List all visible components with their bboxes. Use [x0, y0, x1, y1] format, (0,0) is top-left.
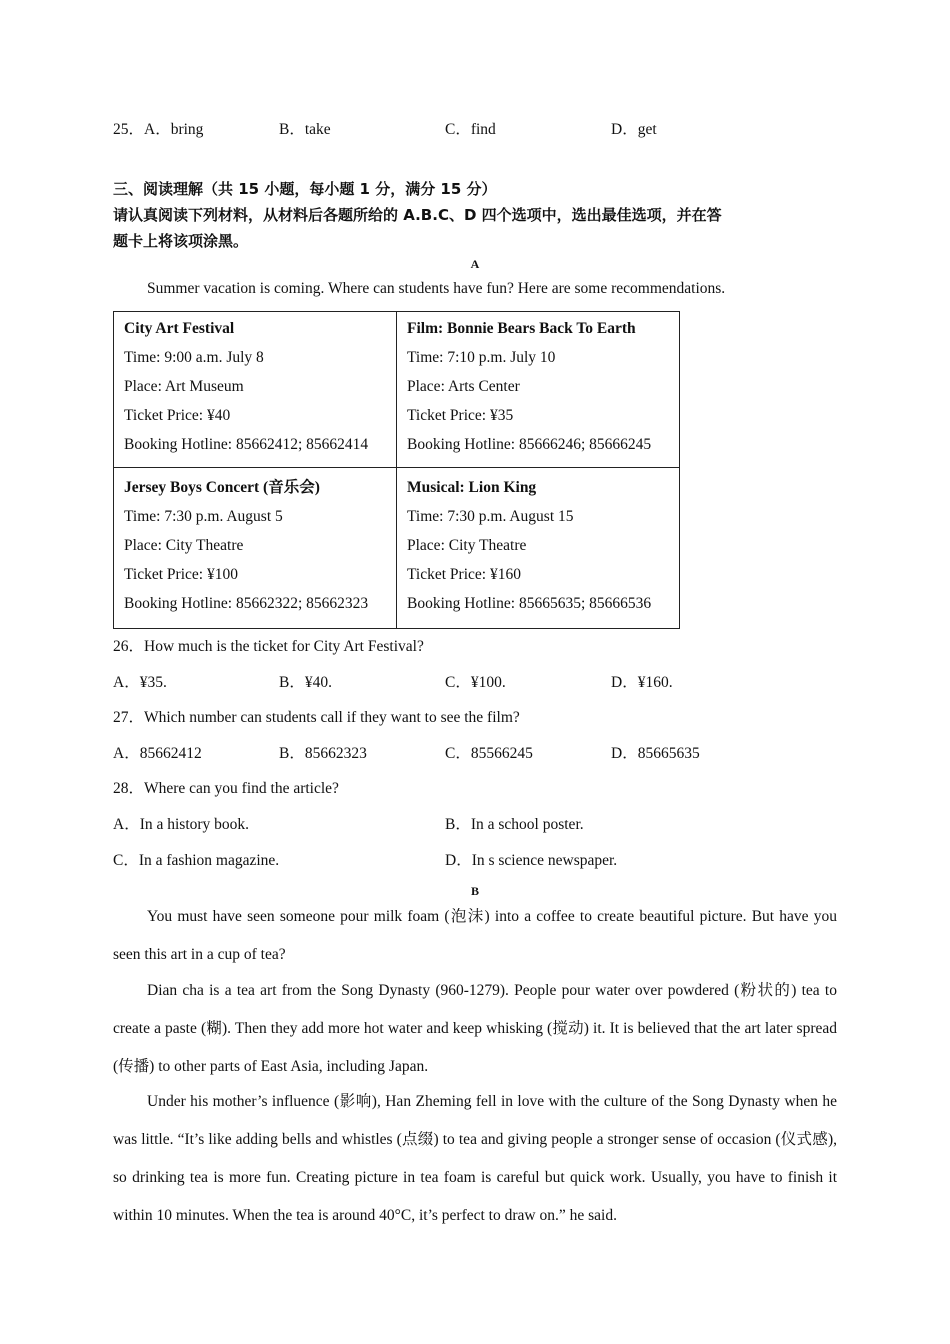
event-hotline: Booking Hotline: 85666246; 85666245	[407, 436, 652, 453]
event-place: Place: City Theatre	[124, 537, 244, 554]
event-time: Time: 7:10 p.m. July 10	[407, 349, 556, 366]
event-time: Time: 9:00 a.m. July 8	[124, 349, 264, 366]
event-price: Ticket Price: ¥40	[124, 407, 231, 424]
passage-a-intro: Summer vacation is coming. Where can students have fun? Here are some recommendations.	[147, 280, 726, 297]
q28-stem: 28．Where can you find the article?	[113, 780, 339, 797]
q28-option-a: A．In a history book.	[113, 816, 250, 833]
passage-a-letter: A	[470, 257, 480, 271]
event-title: City Art Festival	[124, 320, 235, 337]
event-hotline: Booking Hotline: 85665635; 85666536	[407, 595, 652, 612]
passage-b-paragraph-1: You must have seen someone pour milk foam (泡沫) into a coffee to create beautiful picture. But have you seen this art in a cup of tea?	[113, 908, 837, 963]
event-card	[397, 312, 680, 468]
q27-option-a: A．85662412	[113, 745, 202, 762]
section-title: 三、阅读理解（共 15 小题，每小题 1 分，满分 15 分）	[113, 180, 497, 198]
event-card	[114, 468, 397, 629]
event-place: Place: Art Museum	[124, 378, 244, 395]
q28-option-b: B．In a school poster.	[445, 816, 584, 833]
events-table	[113, 311, 680, 629]
event-title: Musical: Lion King	[407, 479, 537, 496]
passage-b-paragraph-3: Under his mother’s influence (影响), Han Zheming fell in love with the culture of the Song Dynasty when he was little. “It’s like adding bells and whistles (点缀) to tea and giving people a stronger sense of occasion (仪式感), so drinking tea is more fun. Creating picture in tea foam is careful but quick work. Usually, you have to finish it within 10 minutes. When the tea is around 40°C, it’s perfect to draw on.” he said.	[113, 1093, 837, 1224]
event-price: Ticket Price: ¥35	[407, 407, 514, 424]
section-instruction-line2: 题卡上将该项涂黑。	[113, 232, 249, 250]
event-time: Time: 7:30 p.m. August 15	[407, 508, 574, 525]
event-card	[114, 312, 397, 468]
passage-b-paragraph-2: Dian cha is a tea art from the Song Dynasty (960-1279). People pour water over powdered (粉状的) tea to create a paste (糊). Then they add more hot water and keep whisking (搅动) it. It is believed that the art later spread (传播) to other parts of East Asia, including Japan.	[113, 982, 837, 1075]
q27-option-c: C．85566245	[445, 745, 533, 762]
q28-option-d: D．In s science newspaper.	[445, 852, 618, 869]
q27-stem: 27．Which number can students call if they want to see the film?	[113, 709, 520, 726]
event-title: Jersey Boys Concert (音乐会)	[124, 479, 320, 496]
event-place: Place: City Theatre	[407, 537, 527, 554]
passage-b-letter: B	[470, 884, 479, 898]
q26-option-d: D．¥160.	[611, 674, 673, 691]
q25-option-a: 25．A．bring	[113, 121, 204, 138]
q27-option-b: B．85662323	[279, 745, 367, 762]
event-hotline: Booking Hotline: 85662412; 85662414	[124, 436, 369, 453]
event-price: Ticket Price: ¥100	[124, 566, 238, 583]
event-hotline: Booking Hotline: 85662322; 85662323	[124, 595, 369, 612]
q25-option-d: D．get	[611, 121, 657, 138]
event-time: Time: 7:30 p.m. August 5	[124, 508, 283, 525]
q26-option-c: C．¥100.	[445, 674, 506, 691]
q26-option-b: B．¥40.	[279, 674, 332, 691]
q26-option-a: A．¥35.	[113, 674, 167, 691]
event-card	[397, 468, 680, 629]
q25-option-b: B．take	[279, 121, 331, 138]
q25-option-c: C．find	[445, 121, 496, 138]
event-price: Ticket Price: ¥160	[407, 566, 521, 583]
event-place: Place: Arts Center	[407, 378, 520, 395]
q26-stem: 26．How much is the ticket for City Art Festival?	[113, 638, 424, 655]
q28-option-c: C．In a fashion magazine.	[113, 852, 280, 869]
section-instruction-line1: 请认真阅读下列材料，从材料后各题所给的 A.B.C、D 四个选项中，选出最佳选项，并在答	[113, 206, 722, 224]
event-title: Film: Bonnie Bears Back To Earth	[407, 320, 636, 337]
q27-option-d: D．85665635	[611, 745, 700, 762]
